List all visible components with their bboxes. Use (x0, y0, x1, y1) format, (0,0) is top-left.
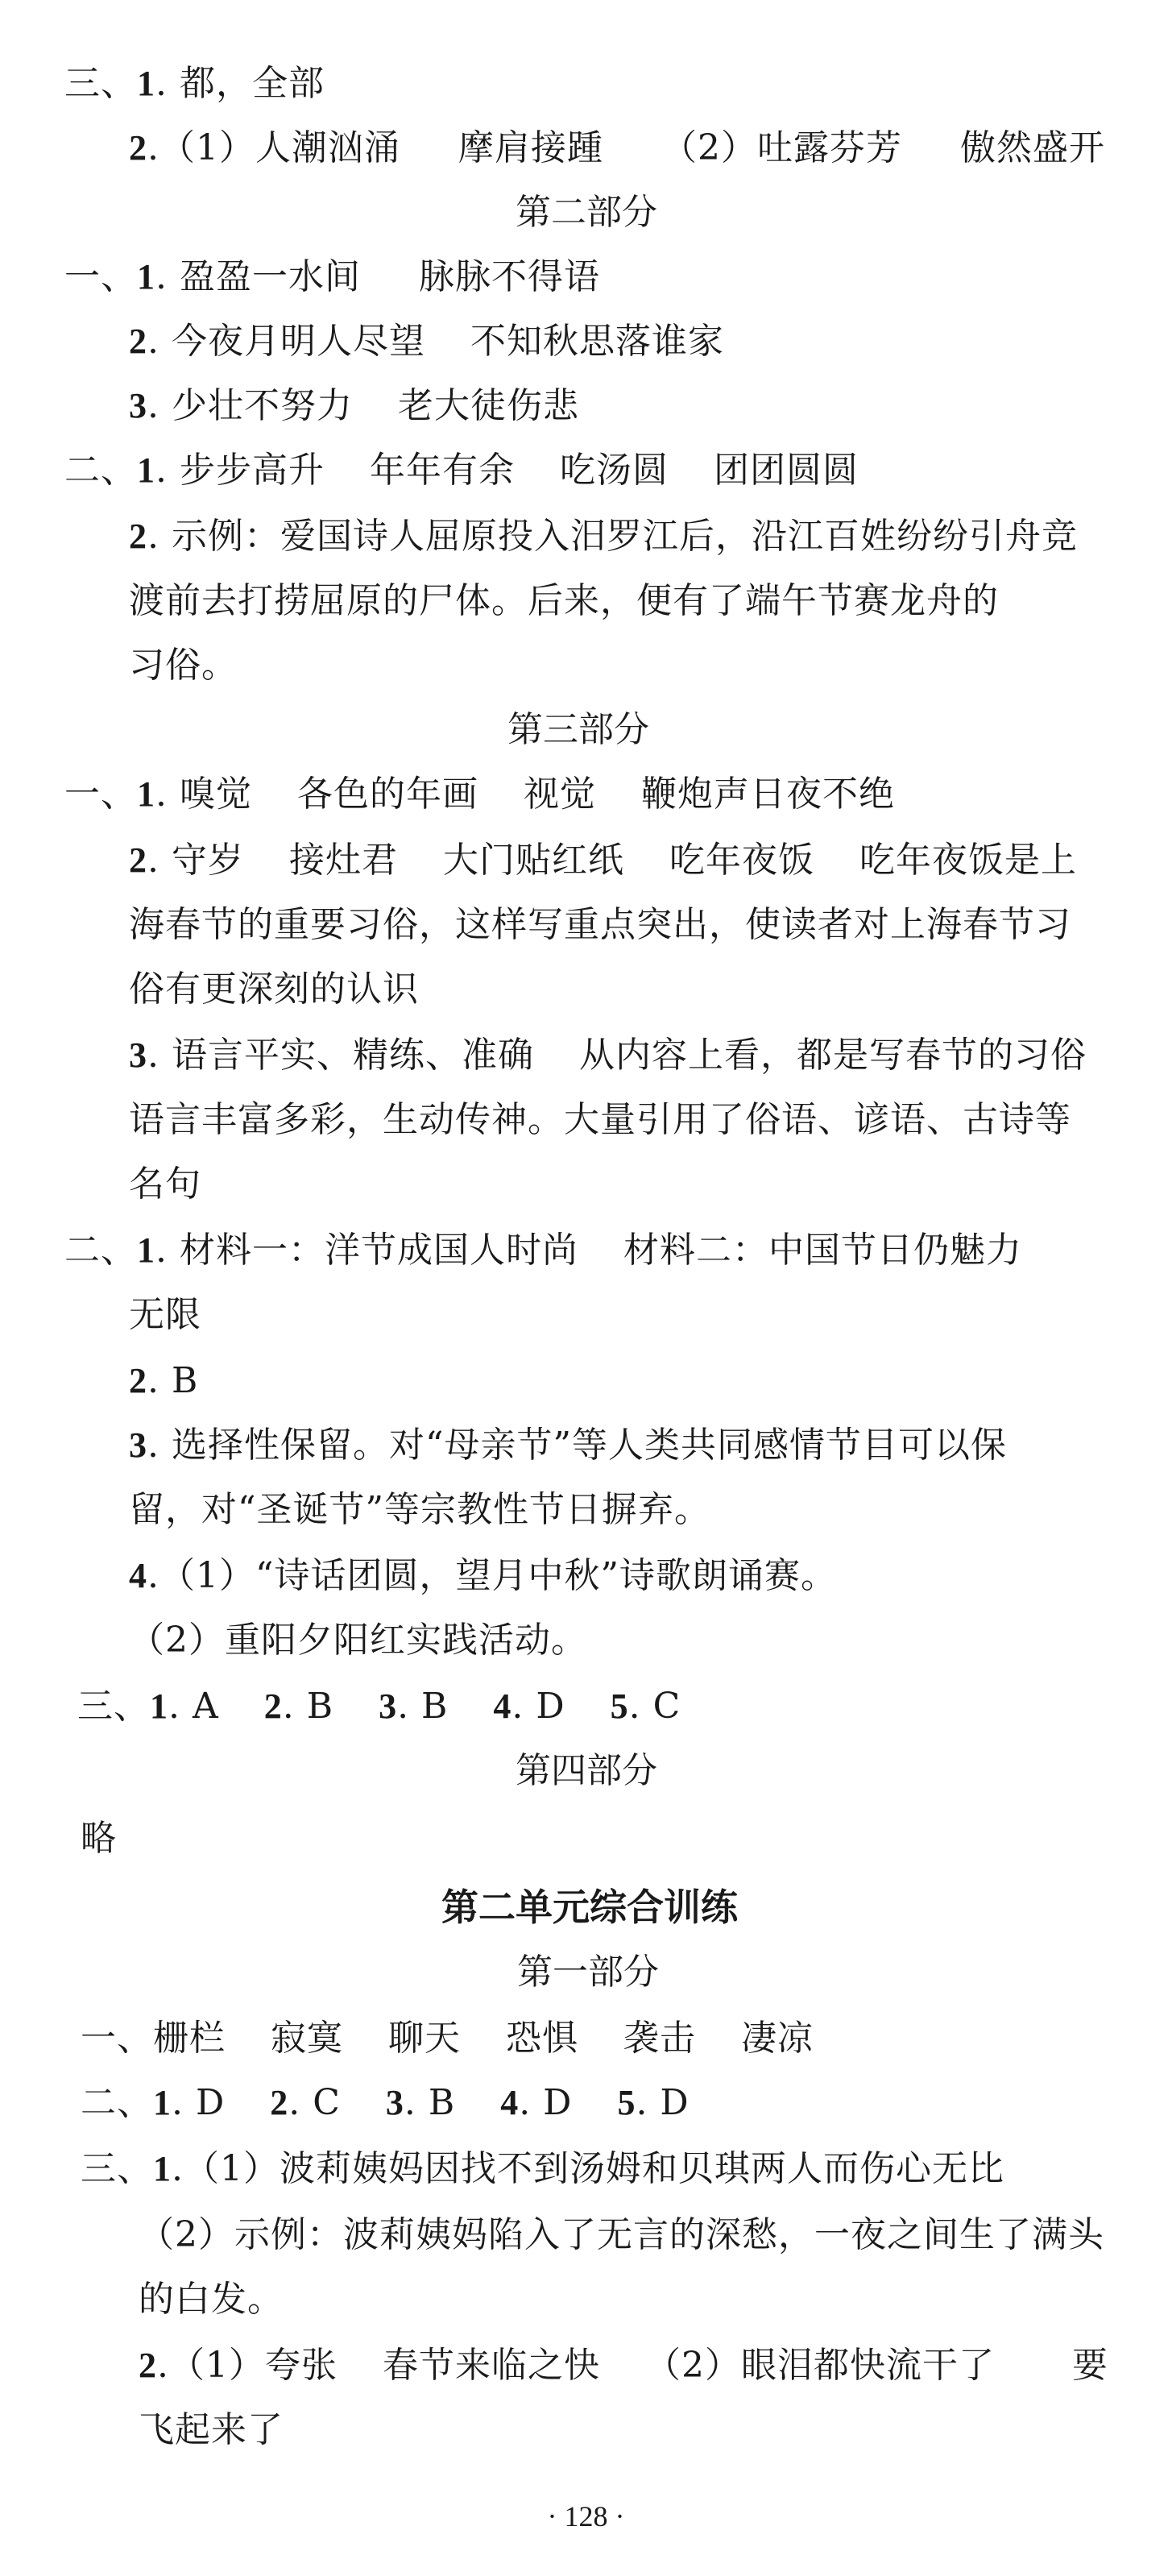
answer-line: 2. B (129, 1360, 199, 1401)
answer-line: （2）重阳夕阳红实践活动。 (129, 1620, 587, 1661)
answer-line: 语言丰富多彩，生动传神。大量引用了俗语、谚语、古诗等 (129, 1099, 1071, 1140)
answer-line: 2.（1）夸张 春节来临之快 （2）眼泪都快流干了 要 (139, 2345, 1108, 2386)
answer-line: 略 (81, 1818, 117, 1859)
answer-line: 飞起来了 (139, 2409, 284, 2450)
answer-line: 2. 守岁 接灶君 大门贴红纸 吃年夜饭 吃年夜饭是上 (129, 840, 1077, 881)
answer-line: （2）示例：波莉姨妈陷入了无言的深愁，一夜之间生了满头 (139, 2214, 1104, 2255)
section-heading: 第三部分 (507, 709, 649, 750)
answer-line: 二、1. D 2. C 3. B 4. D 5. D (81, 2082, 690, 2123)
answer-line: 3. 少壮不努力 老大徒伤悲 (129, 385, 579, 426)
answer-line: 3. 语言平实、精练、准确 从内容上看，都是写春节的习俗 (129, 1035, 1087, 1076)
answer-line: 一、1. 嗅觉 各色的年画 视觉 鞭炮声日夜不绝 (64, 774, 895, 815)
answer-line: 三、1.（1）波莉姨妈因找不到汤姆和贝琪两人而伤心无比 (81, 2148, 1004, 2189)
answer-line: 海春节的重要习俗，这样写重点突出，使读者对上海春节习 (129, 904, 1071, 945)
answer-line: 三、1. 都，全部 (64, 63, 325, 104)
answer-line: 2. 今夜月明人尽望 不知秋思落谁家 (129, 321, 724, 362)
answer-line: 留，对“圣诞节”等宗教性节日摒弃。 (129, 1489, 710, 1530)
answer-line: 的白发。 (139, 2279, 284, 2320)
answer-line: 无限 (129, 1294, 201, 1335)
unit-heading: 第二单元综合训练 (441, 1885, 738, 1929)
answer-line: 渡前去打捞屈原的尸体。后来，便有了端午节赛龙舟的 (129, 580, 999, 621)
answer-line: 二、1. 材料一：洋节成国人时尚 材料二：中国节日仍魅力 (64, 1230, 1022, 1271)
answer-line: 3. 选择性保留。对“母亲节”等人类共同感情节目可以保 (129, 1425, 1007, 1466)
answer-line: 俗有更深刻的认识 (129, 969, 419, 1010)
section-heading: 第四部分 (516, 1750, 657, 1791)
answer-line: 二、1. 步步高升 年年有余 吃汤圆 团团圆圆 (64, 450, 859, 491)
answer-line: 2. 示例：爱国诗人屈原投入汨罗江后，沿江百姓纷纷引舟竞 (129, 516, 1078, 557)
answer-line: 三、1. A 2. B 3. B 4. D 5. C (77, 1686, 681, 1727)
answer-line: 一、1. 盈盈一水间 脉脉不得语 (64, 256, 600, 297)
answer-line: 4.（1）“诗话团圆，望月中秋”诗歌朗诵赛。 (129, 1555, 837, 1596)
answer-line: 名句 (129, 1164, 201, 1205)
section-heading: 第二部分 (516, 192, 657, 233)
page-number: · 128 · (547, 2500, 625, 2532)
section-heading: 第一部分 (517, 1952, 659, 1993)
answer-line: 一、栅栏 寂寞 聊天 恐惧 袭击 凄凉 (81, 2018, 814, 2059)
answer-line: 2.（1）人潮汹涌 摩肩接踵 （2）吐露芬芳 傲然盛开 (129, 127, 1105, 168)
answer-line: 习俗。 (129, 645, 238, 686)
